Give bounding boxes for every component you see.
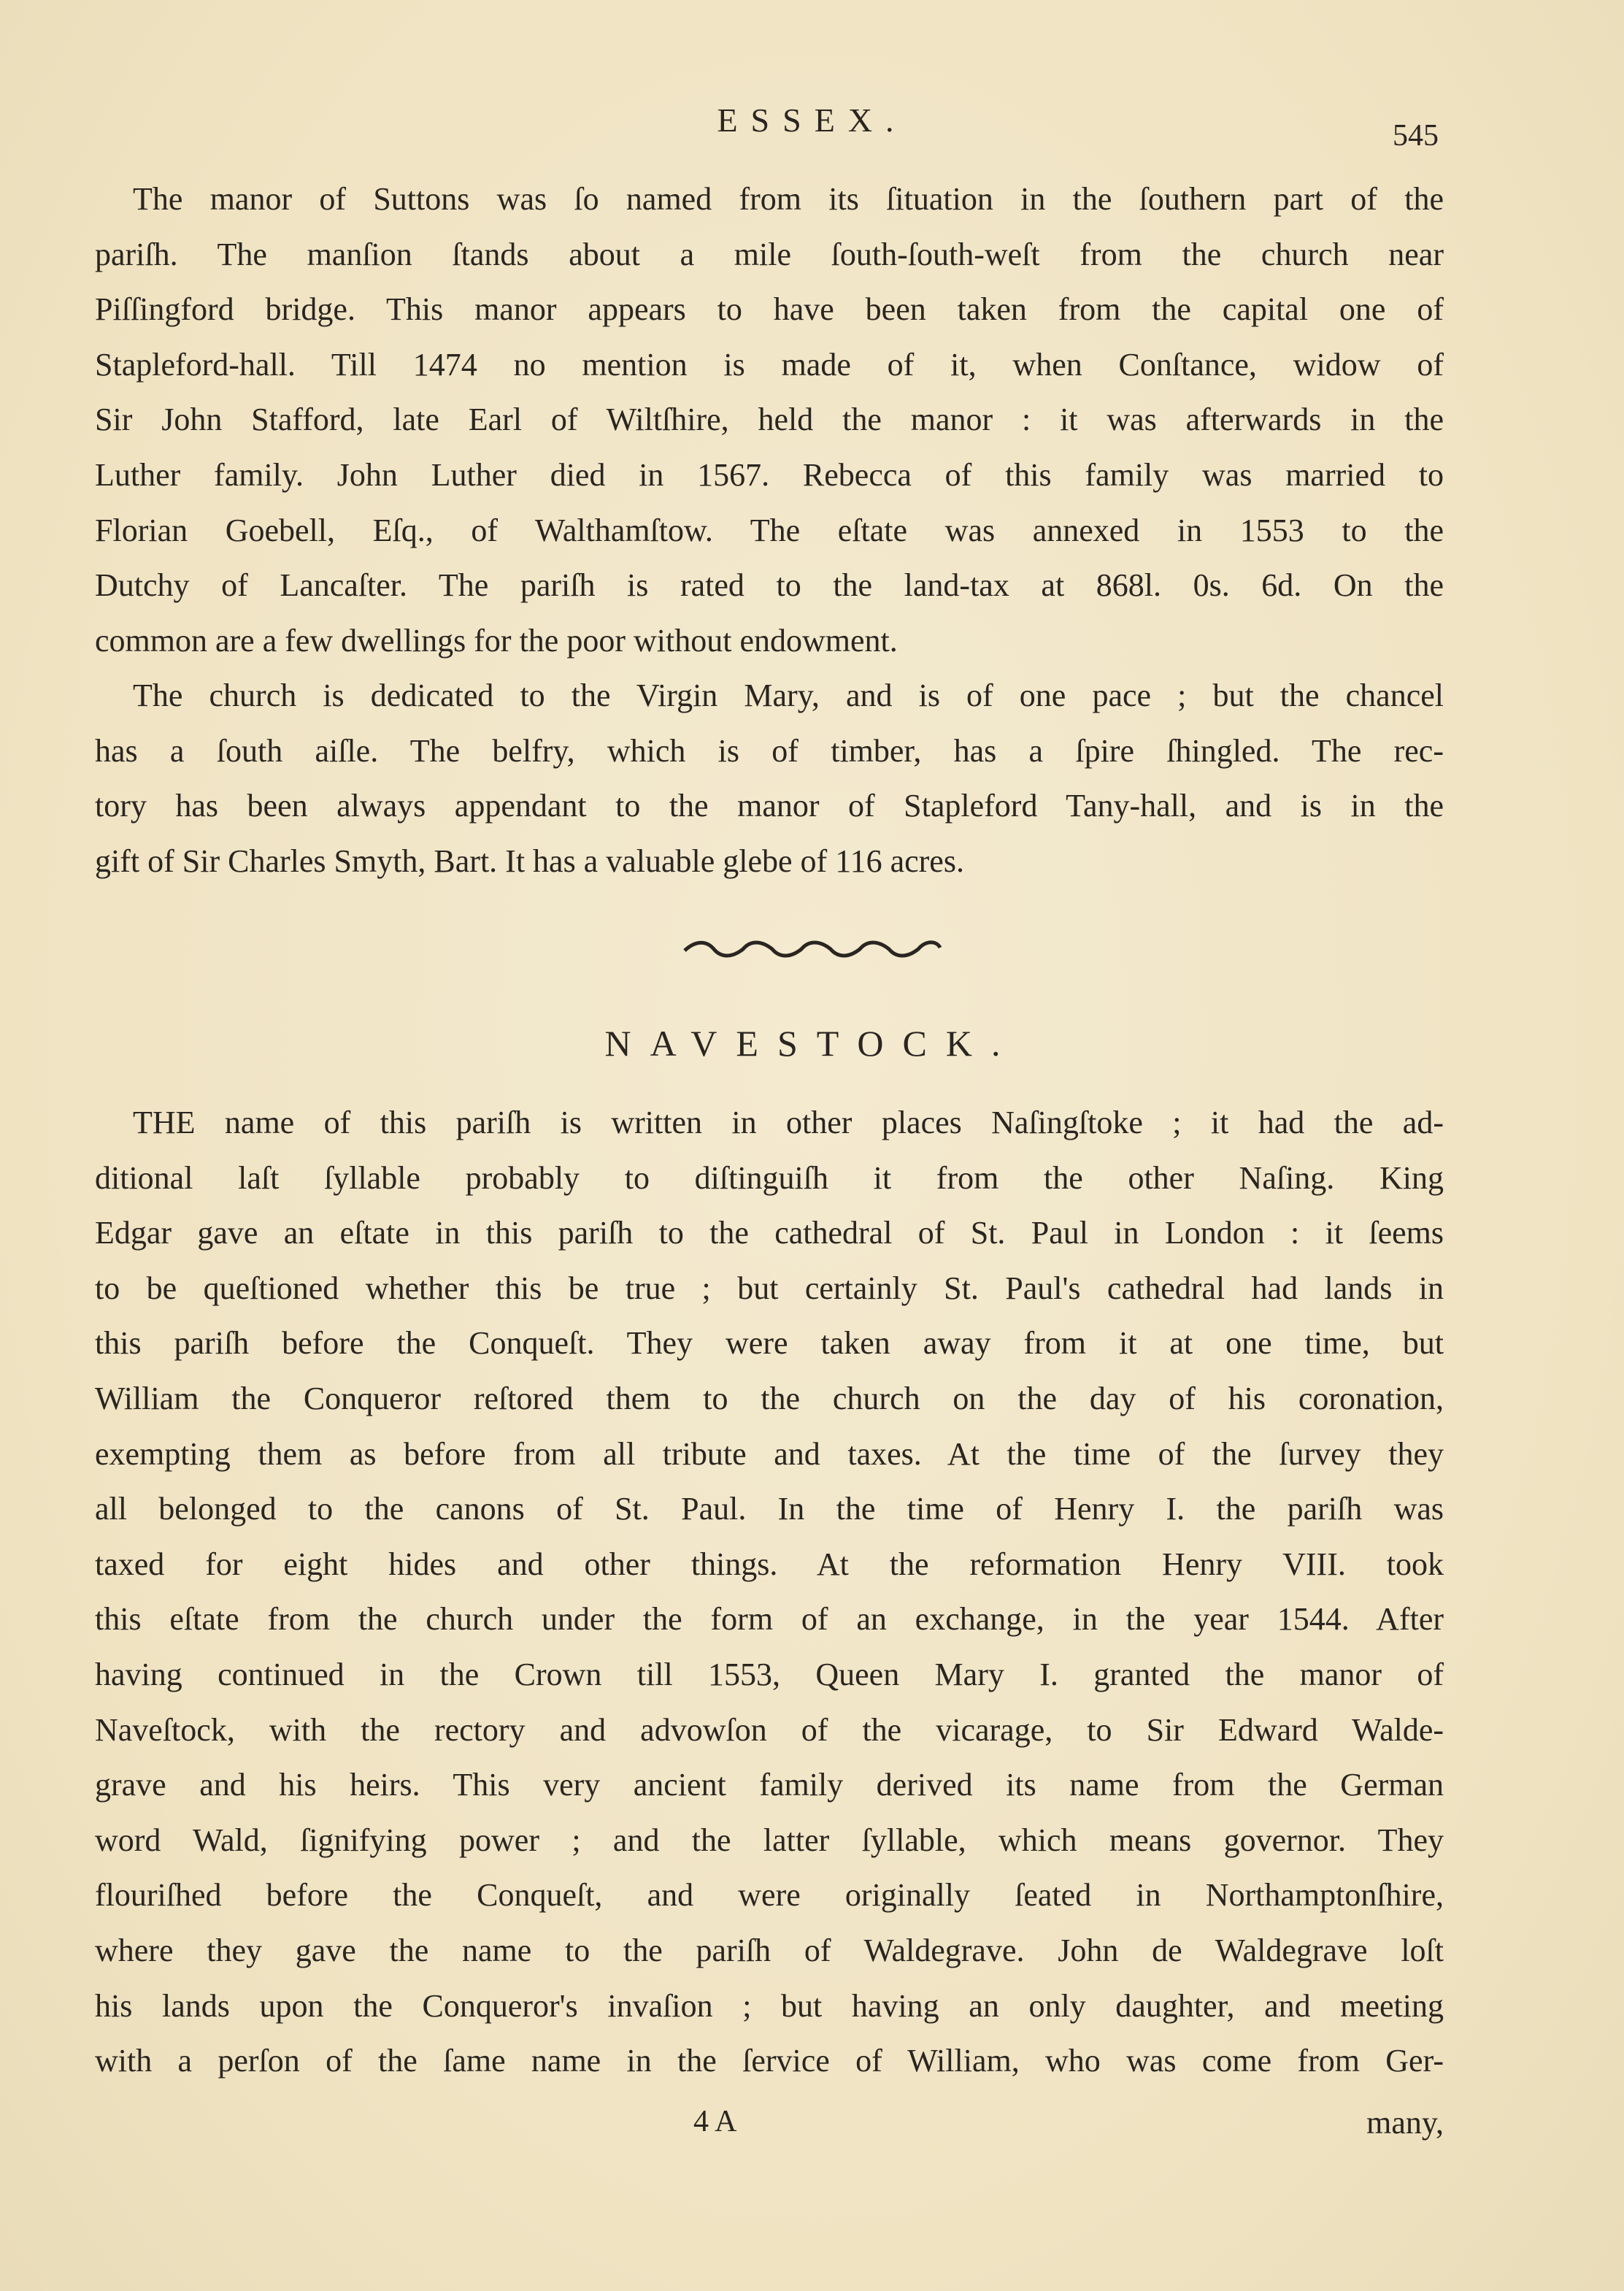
text-line: with a perſon of the ſame name in the ſervice of William, who was come from Ger-	[95, 2043, 1444, 2079]
text-line: common are a few dwellings for the poor without endowment.	[95, 622, 898, 659]
text-line: gift of Sir Charles Smyth, Bart. It has a valuable glebe of 116 acres.	[95, 843, 964, 879]
text-line: William the Conqueror reſtored them to the church on the day of his coronation,	[95, 1380, 1444, 1416]
text-line: Naveſtock, with the rectory and advowſon of the vicarage, to Sir Edward Walde-	[95, 1711, 1444, 1748]
text-line: his lands upon the Conqueror's invaſion ; but having an only daughter, and meeting	[95, 1987, 1444, 2024]
text-line: Florian Goebell, Eſq., of Walthamſtow. The eſtate was annexed in 1553 to the	[95, 512, 1444, 548]
signature-mark: 4 A	[693, 2105, 737, 2138]
navestock-paragraph	[95, 1095, 1444, 2089]
page-footer	[95, 2097, 1444, 2148]
page-number: 545	[1393, 119, 1439, 153]
text-line: flouriſhed before the Conqueſt, and were originally ſeated in Northamptonſhire,	[95, 1877, 1444, 1914]
text-line: exempting them as before from all tribute and taxes. At the time of the ſurvey they	[95, 1435, 1444, 1472]
text-line: where they gave the name to the pariſh of Waldegrave. John de Waldegrave loſt	[95, 1932, 1444, 1968]
text-line: ditional laſt ſyllable probably to diſtinguiſh it from the other Naſing. King	[95, 1159, 1444, 1196]
text-line: having continued in the Crown till 1553, Queen Mary I. granted the manor of	[95, 1656, 1444, 1692]
text-line: Piſſingford bridge. This manor appears to have been taken from the capital one of	[95, 291, 1444, 328]
church-paragraph	[95, 668, 1444, 889]
text-line: has a ſouth aiſle. The belfry, which is of timber, has a ſpire ſhingled. The rec-	[95, 732, 1444, 769]
text-line: The church is dedicated to the Virgin Mary, and is of one pace ; but the chancel	[133, 678, 1444, 713]
suttons-paragraph	[95, 172, 1444, 668]
text-line: Stapleford-hall. Till 1474 no mention is made of it, when Conſtance, widow of	[95, 346, 1444, 383]
text-line: Sir John Stafford, late Earl of Wiltſhire, held the manor : it was afterwards in the	[95, 402, 1444, 438]
text-line: tory has been always appendant to the manor of Stapleford Tany-hall, and is in the	[95, 788, 1444, 824]
text-line: The manor of Suttons was ſo named from its ſituation in the ſouthern part of the	[133, 181, 1444, 217]
text-line: Dutchy of Lancaſter. The pariſh is rated to the land-tax at 868l. 0s. 6d. On the	[95, 567, 1444, 604]
text-line: all belonged to the canons of St. Paul. In the time of Henry I. the pariſh was	[95, 1491, 1444, 1527]
section-heading: NAVESTOCK.	[604, 1023, 1020, 1064]
text-line: to be queſtioned whether this be true ; but certainly St. Paul's cathedral had lands in	[95, 1270, 1444, 1306]
catchword: many,	[1366, 2105, 1444, 2141]
text-line: this eſtate from the church under the form of an exchange, in the year 1544. After	[95, 1601, 1444, 1638]
text-line: grave and his heirs. This very ancient family derived its name from the German	[95, 1767, 1444, 1803]
section-divider	[0, 937, 1624, 963]
wave-ornament-icon	[681, 937, 944, 959]
text-line: pariſh. The manſion ſtands about a mile ſouth-ſouth-weſt from the church near	[95, 236, 1444, 272]
text-line: Luther family. John Luther died in 1567. Rebecca of this family was married to	[95, 456, 1444, 493]
text-line: Edgar gave an eſtate in this pariſh to the cathedral of St. Paul in London : it ſeems	[95, 1215, 1444, 1251]
running-title: ESSEX.	[717, 101, 907, 139]
text-line: this pariſh before the Conqueſt. They were taken away from it at one time, but	[95, 1325, 1444, 1362]
text-line: taxed for eight hides and other things. At the reformation Henry VIII. took	[95, 1546, 1444, 1582]
text-line: word Wald, ſignifying power ; and the latter ſyllable, which means governor. They	[95, 1822, 1444, 1858]
text-line: THE name of this pariſh is written in other places Naſingſtoke ; it had the ad-	[133, 1105, 1444, 1140]
